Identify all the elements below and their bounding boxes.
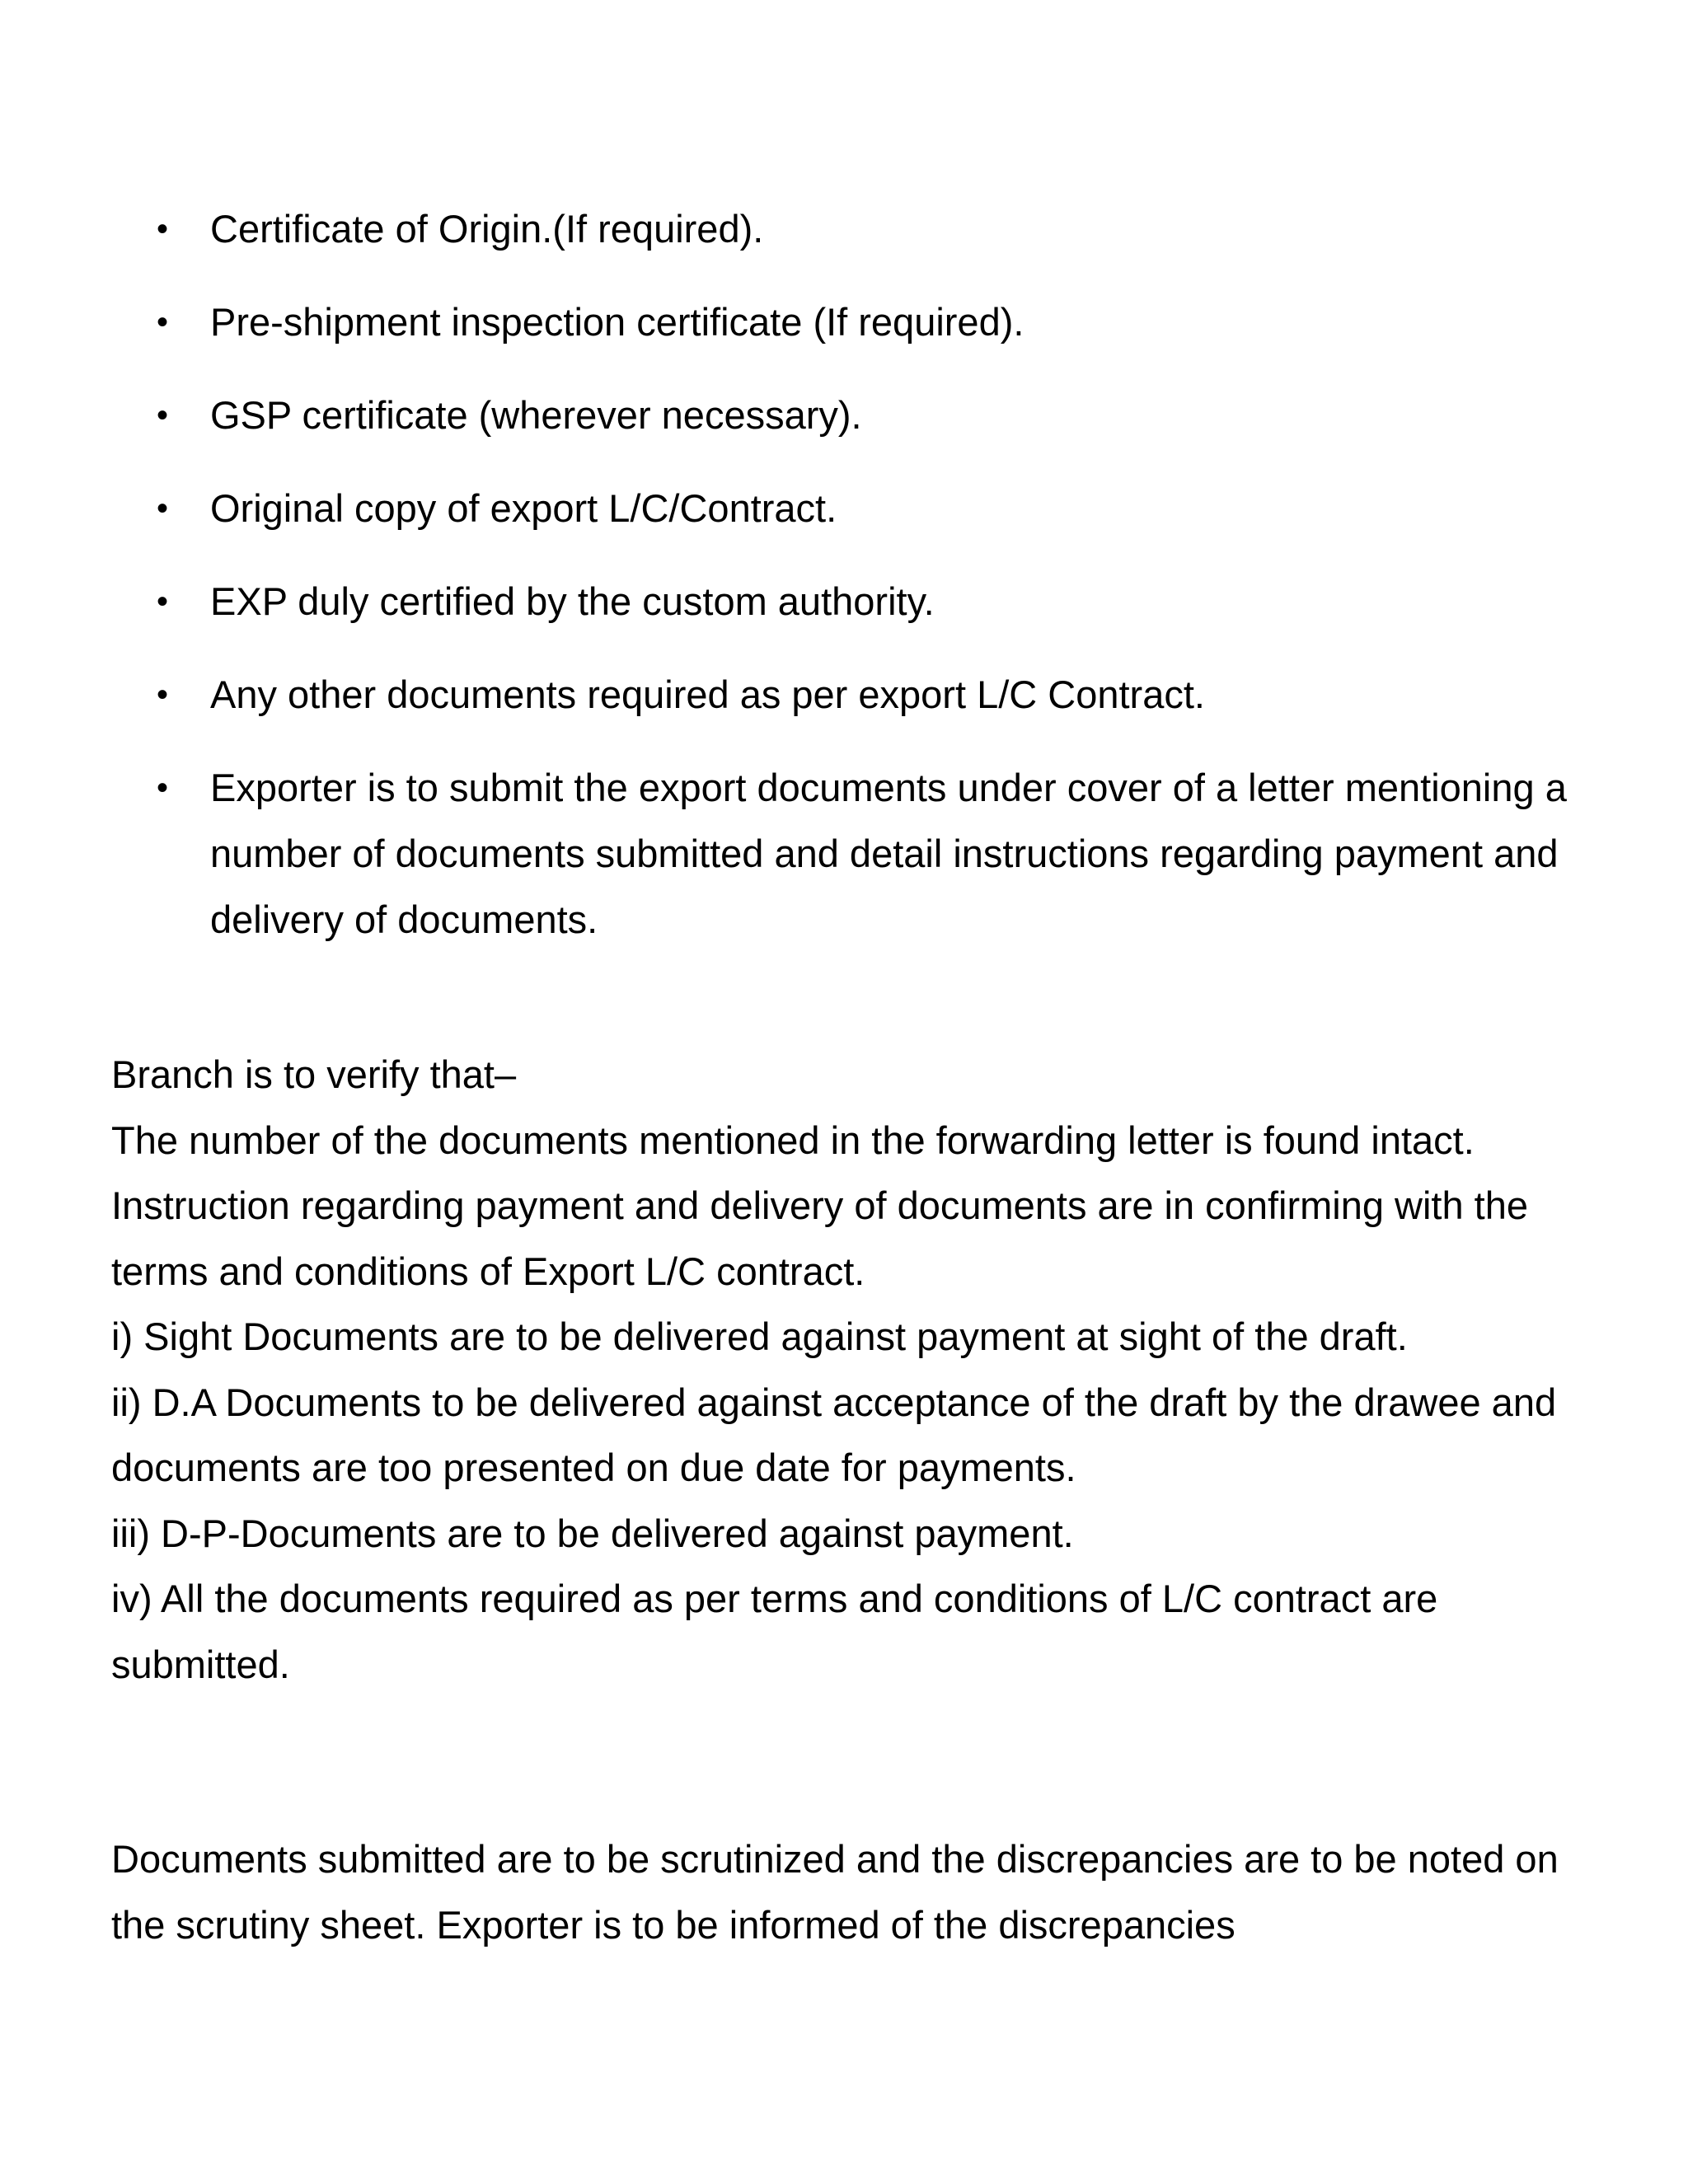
verification-item: i) Sight Documents are to be delivered against payment at sight of the draft. <box>111 1315 1408 1358</box>
list-item-text: Exporter is to submit the export documents under cover of a letter mentioning a number of documents submitted and detail instructions regarding payment and delivery of documents. <box>210 766 1567 941</box>
list-item <box>157 196 1574 262</box>
verification-line: The number of the documents mentioned in the forwarding letter is found intact. <box>111 1118 1475 1162</box>
bullet-icon: • <box>157 583 169 620</box>
verification-item: ii) D.A Documents to be delivered against acceptance of the draft by the drawee and documents are too presented on due date for payments. <box>111 1380 1557 1489</box>
list-item <box>157 289 1574 355</box>
bullet-icon: • <box>157 211 169 247</box>
list-item-text: GSP certificate (wherever necessary). <box>210 393 862 437</box>
verification-line: Instruction regarding payment and delivery of documents are in confirming with the terms and conditions of Export L/C contract. <box>111 1183 1529 1293</box>
list-item-text: Original copy of export L/C/Contract. <box>210 486 837 530</box>
scrutiny-section <box>111 1826 1595 1957</box>
bullet-icon: • <box>157 304 169 340</box>
list-item <box>157 569 1574 635</box>
verification-heading: Branch is to verify that– <box>111 1052 517 1096</box>
scrutiny-paragraph: Documents submitted are to be scrutinized and the discrepancies are to be noted on the scrutiny sheet. Exporter is to be informed of the discrepancies <box>111 1837 1559 1947</box>
list-item <box>157 662 1574 728</box>
list-item <box>157 755 1574 953</box>
list-item-text: Pre-shipment inspection certificate (If required). <box>210 300 1025 344</box>
list-item-text: Certificate of Origin.(If required). <box>210 207 764 251</box>
verification-section <box>111 1042 1595 1697</box>
bullet-icon: • <box>157 770 169 806</box>
list-item-text: EXP duly certified by the custom authority. <box>210 579 935 623</box>
bullet-icon: • <box>157 490 169 527</box>
bullet-icon: • <box>157 397 169 434</box>
bullet-icon: • <box>157 677 169 713</box>
list-item <box>157 476 1574 541</box>
verification-item: iv) All the documents required as per terms and conditions of L/C contract are submitted. <box>111 1577 1438 1686</box>
list-item <box>157 382 1574 448</box>
required-documents-list <box>157 196 1574 980</box>
list-item-text: Any other documents required as per export L/C Contract. <box>210 673 1205 716</box>
verification-item: iii) D-P-Documents are to be delivered against payment. <box>111 1511 1074 1555</box>
